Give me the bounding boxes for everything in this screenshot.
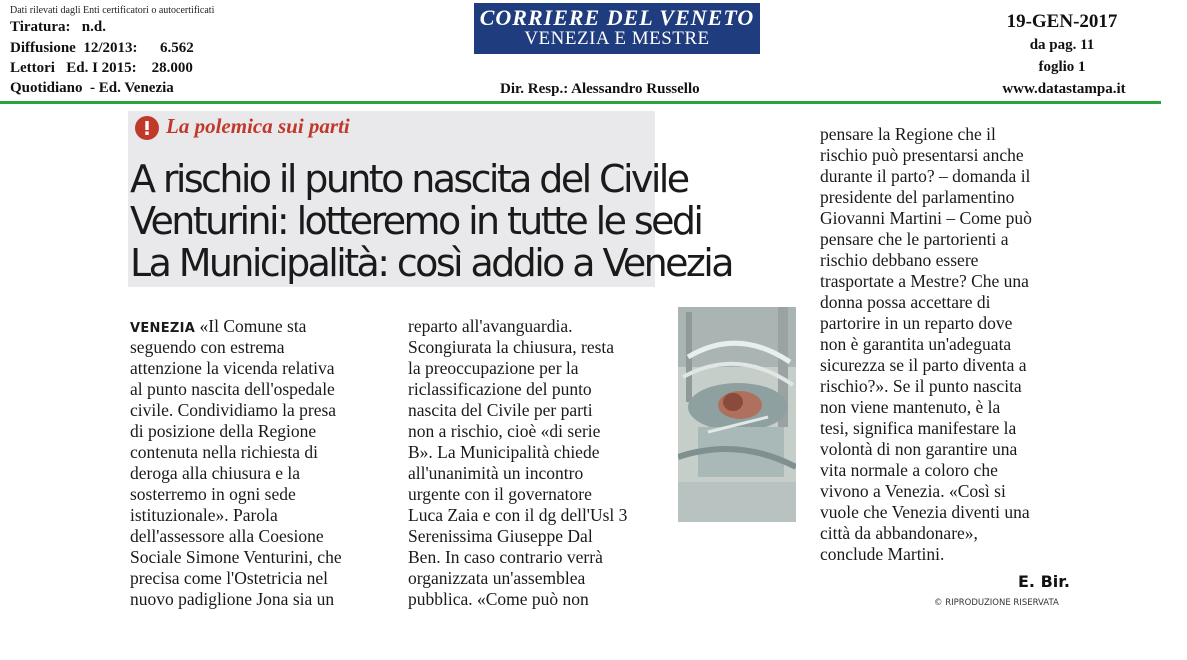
text-line (820, 439, 1032, 460)
text-line (408, 358, 627, 379)
text-line-content: nascita del Civile per parti (408, 400, 593, 420)
issue-date: 19-GEN-2017 (1006, 11, 1118, 32)
text-line-content: pubblica. «Come può non (408, 589, 589, 609)
text-line-content: civile. Condividiamo la presa (130, 400, 337, 420)
article-column-1 (130, 316, 342, 610)
text-line-content: rischio può presentarsi anche (820, 145, 1024, 165)
article-column-2 (408, 316, 627, 610)
author-signature: E. Bir. (1018, 572, 1070, 591)
text-line (130, 547, 342, 568)
text-line-content: istituzionale». Parola (130, 505, 278, 525)
copyright-notice: © RIPRODUZIONE RISERVATA (934, 598, 1059, 608)
text-line-content: riclassificazione del punto (408, 379, 592, 399)
text-line-content: Serenissima Giuseppe Dal (408, 526, 593, 546)
text-line (130, 442, 342, 463)
text-line-content: Luca Zaia e con il dg dell'Usl 3 (408, 505, 628, 525)
text-line (820, 481, 1032, 502)
text-line-content: attenzione la vicenda relativa (130, 358, 335, 378)
text-line-content: presidente del parlamentino (820, 187, 1015, 207)
text-line-content: sicurezza se il parto diventa a (820, 355, 1027, 375)
text-line (820, 376, 1032, 397)
article-column-3 (820, 124, 1032, 565)
text-line (820, 397, 1032, 418)
text-line (820, 208, 1032, 229)
text-line (820, 292, 1032, 313)
tiratura: Tiratura: n.d. (10, 19, 106, 35)
text-line (408, 400, 627, 421)
text-line (130, 379, 342, 400)
text-line-content: non a rischio, cioè «di serie (408, 421, 601, 441)
edition-name: VENEZIA E MESTRE (524, 28, 710, 49)
text-line (820, 271, 1032, 292)
text-line-content: vita normale a coloro che (820, 460, 998, 480)
text-line (408, 316, 627, 337)
text-line (408, 442, 627, 463)
text-line (820, 334, 1032, 355)
text-line-content: contenuta nella richiesta di (130, 442, 319, 462)
headline-line-2: Venturini: lotteremo in tutte le sedi (130, 199, 702, 243)
text-line-content: partorire in un reparto dove (820, 313, 1013, 333)
text-line (408, 526, 627, 547)
text-line-content: dell'assessore alla Coesione (130, 526, 324, 546)
text-line-content: vuole che Venezia diventi una (820, 502, 1030, 522)
text-line-content: «Il Comune sta (199, 316, 307, 336)
newspaper-name: CORRIERE DEL VENETO (479, 5, 755, 30)
text-line-content: di posizione della Regione (130, 421, 317, 441)
text-line (820, 229, 1032, 250)
text-line (820, 502, 1032, 523)
text-line (408, 421, 627, 442)
text-line-content: città da abbandonare», (820, 523, 978, 543)
text-line-content: precisa come l'Ostetricia nel (130, 568, 328, 588)
text-line (820, 187, 1032, 208)
header-rule (0, 101, 1161, 104)
text-line (408, 463, 627, 484)
text-line-content: vivono a Venezia. «Così si (820, 481, 1006, 501)
text-line-content: Scongiurata la chiusura, resta (408, 337, 615, 357)
text-line (408, 337, 627, 358)
text-line (820, 166, 1032, 187)
website: www.datastampa.it (1002, 81, 1126, 97)
incubator-photo (678, 307, 796, 522)
text-line (820, 523, 1032, 544)
text-line (130, 463, 342, 484)
text-line (408, 589, 627, 610)
diffusione: Diffusione 12/2013: 6.562 (10, 40, 194, 56)
text-line (820, 544, 1032, 565)
text-line (408, 547, 627, 568)
text-line-content: deroga alla chiusura e la (130, 463, 301, 483)
text-line-content: B». La Municipalità chiede (408, 442, 600, 462)
text-line (130, 400, 342, 421)
text-line-content: non è garantita un'adeguata (820, 334, 1012, 354)
text-line-content: rischio?». Se il punto nascita (820, 376, 1022, 396)
text-line (130, 421, 342, 442)
text-line-content: sosterremo in ogni sede (130, 484, 296, 504)
text-line-content: seguendo con estrema (130, 337, 285, 357)
text-line-content: volontà di non garantire una (820, 439, 1018, 459)
text-line-content: organizzata un'assemblea (408, 568, 586, 588)
text-line (130, 568, 342, 589)
lettori: Lettori Ed. I 2015: 28.000 (10, 60, 193, 76)
text-line (130, 505, 342, 526)
text-line-content: all'unanimità un incontro (408, 463, 584, 483)
newspaper-masthead (474, 3, 760, 54)
text-line (408, 505, 627, 526)
text-line-content: Ben. In caso contrario verrà (408, 547, 603, 567)
text-line (820, 355, 1032, 376)
text-line-content: rischio debbano essere (820, 250, 979, 270)
text-line (820, 145, 1032, 166)
text-line (408, 379, 627, 400)
text-line (820, 313, 1032, 334)
headline-line-1: A rischio il punto nascita del Civile (130, 157, 688, 201)
text-line (130, 316, 342, 337)
text-line (130, 337, 342, 358)
text-line (820, 124, 1032, 145)
source-note: Dati rilevati dagli Enti certificatori o autocertificati (10, 5, 215, 16)
text-line-content: Giovanni Martini – Come può (820, 208, 1032, 228)
text-line (408, 484, 627, 505)
headline-line-3: La Municipalità: così addio a Venezia (130, 241, 732, 285)
text-line-content: al punto nascita dell'ospedale (130, 379, 335, 399)
director: Dir. Resp.: Alessandro Russello (500, 81, 700, 97)
text-line-content: nuovo padiglione Jona sia un (130, 589, 335, 609)
text-line-content: trasportate a Mestre? Che una (820, 271, 1029, 291)
alert-pin-icon (135, 116, 159, 140)
text-line (130, 589, 342, 610)
text-line-content: durante il parto? – domanda il (820, 166, 1031, 186)
sheet-number: foglio 1 (1038, 59, 1086, 75)
text-line-content: la preoccupazione per la (408, 358, 579, 378)
text-line-content: Sociale Simone Venturini, che (130, 547, 342, 567)
text-line-content: pensare la Regione che il (820, 124, 996, 144)
text-line (408, 568, 627, 589)
dateline: VENEZIA (130, 321, 196, 336)
text-line (130, 526, 342, 547)
text-line-content: conclude Martini. (820, 544, 945, 564)
text-line-content: reparto all'avanguardia. (408, 316, 573, 336)
text-line-content: pensare che le partorienti a (820, 229, 1009, 249)
kicker: La polemica sui parti (166, 114, 350, 138)
text-line-content: urgente con il governatore (408, 484, 592, 504)
text-line (820, 460, 1032, 481)
text-line-content: tesi, significa manifestare la (820, 418, 1017, 438)
text-line (130, 484, 342, 505)
quotidiano: Quotidiano - Ed. Venezia (10, 80, 174, 96)
page-number: da pag. 11 (1029, 37, 1095, 53)
text-line (820, 418, 1032, 439)
text-line (130, 358, 342, 379)
text-line (820, 250, 1032, 271)
text-line-content: donna possa accettare di (820, 292, 991, 312)
text-line-content: non viene mantenuto, è la (820, 397, 1001, 417)
